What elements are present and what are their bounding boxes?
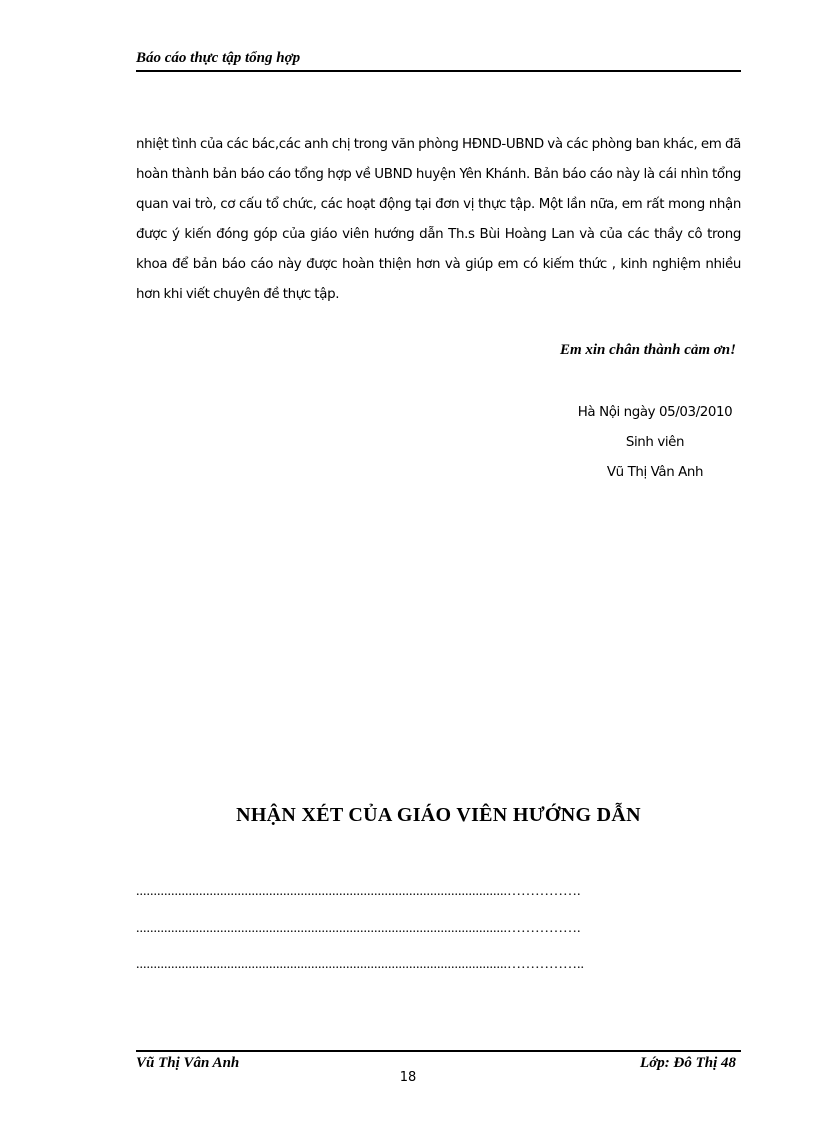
- footer-rule: [136, 1050, 741, 1052]
- body-paragraph: nhiệt tình của các bác,các anh chị trong văn phòng HĐND-UBND và các phòng ban khác, em đã hoàn thành bản báo cáo tổng hợp về UBND huyện Yên Khánh. Bản báo cáo này là cái nhìn tổng quan vai trò, cơ cấu tổ chức, các hoạt động tại đơn vị thực tập. Một lần nữa, em rất mong nhận được ý kiến đóng góp của giáo viên hướng dẫn Th.s Bùi Hoàng Lan và của các thầy cô trong khoa để bản báo cáo này được hoàn thiện hơn và giúp em có kiếm thức , kinh nghiệm nhiều hơn khi viết chuyên đề thực tập.: [136, 137, 741, 302]
- signature-block: [540, 398, 770, 488]
- header-rule: [136, 70, 741, 72]
- footer-class: Lớp: Đô Thị 48: [640, 1055, 736, 1071]
- signature-role: Sinh viên: [625, 435, 685, 450]
- review-dotted-line-1: ..........................................................................................................…………….: [136, 884, 581, 899]
- signature-date: Hà Nội ngày 05/03/2010: [577, 405, 733, 420]
- footer-author: Vũ Thị Vân Anh: [136, 1055, 240, 1071]
- page-header-title: Báo cáo thực tập tổng hợp: [136, 50, 301, 66]
- review-heading: NHẬN XÉT CỦA GIÁO VIÊN HƯỚNG DẪN: [236, 804, 641, 826]
- page-number: 18: [399, 1070, 417, 1085]
- signature-name: Vũ Thị Vân Anh: [606, 465, 704, 480]
- review-dotted-line-2: ..........................................................................................................…………….: [136, 921, 581, 936]
- thanks-line: Em xin chân thành cảm ơn!: [559, 342, 736, 358]
- review-dotted-line-3: ..........................................................................................................……………..: [136, 957, 584, 972]
